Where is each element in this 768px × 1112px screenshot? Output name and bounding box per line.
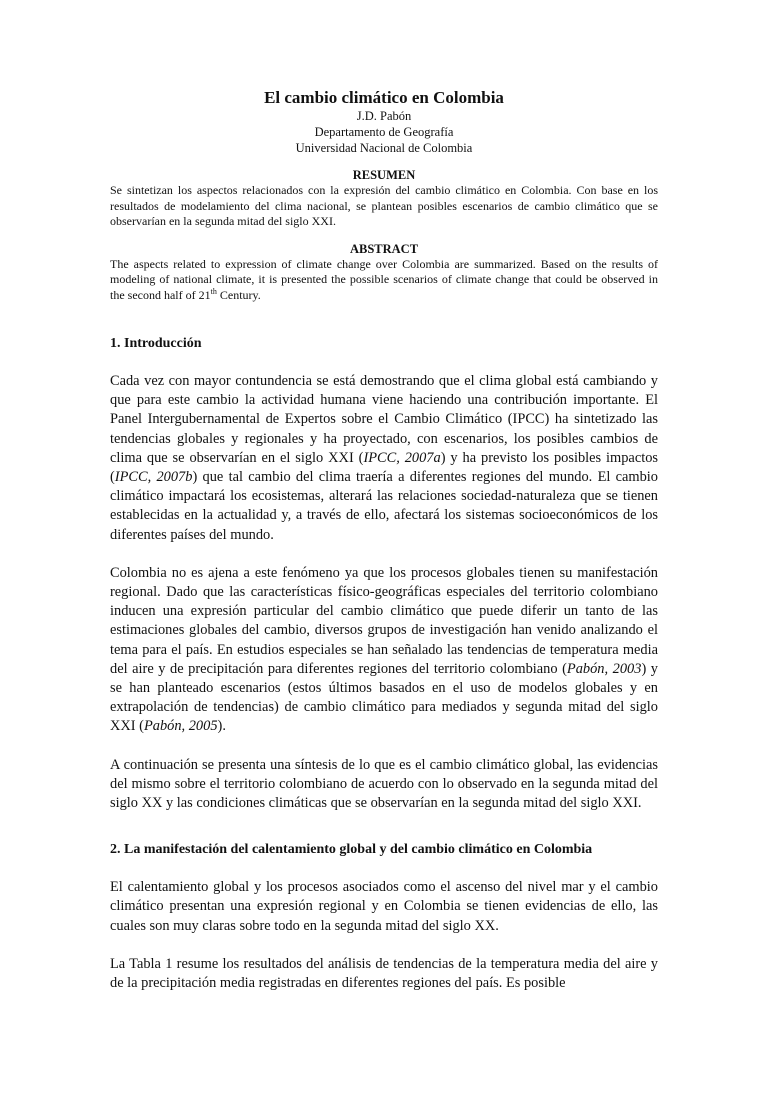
abstract-text-end: Century. (216, 287, 261, 302)
document-title: El cambio climático en Colombia (264, 88, 504, 107)
citation: Pabón, 2003 (566, 660, 642, 677)
abstract-superscript: th (210, 286, 217, 296)
abstract-heading: ABSTRACT (349, 241, 419, 256)
citation: Pabón, 2005 (143, 718, 218, 735)
section-1-paragraph-2 (110, 564, 658, 737)
document-page (0, 88, 768, 1112)
text-span: ) que tal cambio del clima traería a diferentes regiones del mundo. El cambio climático impactará los ecosistemas, alterará las relaciones sociedad-naturaleza que se tienen establecidas en la actualidad y, a través de ello, afectará los sistemas socioeconómicos de los diferentes países del mundo. (110, 469, 659, 543)
abstract-text-main: The aspects related to expression of climate change over Colombia are summarized. Based on the results of modeling of national climate, it is presented the possible scenarios of climate change that could be observed in the second half of 21 (110, 256, 658, 302)
resumen-text: Se sintetizan los aspectos relacionados con la expresión del cambio climático en Colombia. Con base en los resultados de modelamiento del clima nacional, se plantean posibles escenarios de cambio climático que se observarían en la segunda mitad del siglo XXI. (110, 183, 658, 228)
section-1-heading: 1. Introducción (110, 336, 202, 351)
text-span: ). (217, 718, 226, 735)
abstract-text (110, 257, 658, 304)
author-name: J.D. Pabón (356, 109, 412, 123)
author-university: Universidad Nacional de Colombia (295, 141, 473, 155)
text-span: Cada vez con mayor contundencia se está demostrando que el clima global está cambiando y que para este cambio la actividad humana viene haciendo una contribución importante. El Panel Intergubernamental de Expertos sobre el Cambio Climático (IPCC) ha sintetizado las tendencias globales y regionales y ha proyectado, con escenarios, los posibles cambios de clima que se observarían en el siglo XXI ( (110, 373, 658, 466)
section-1-paragraph-3: A continuación se presenta una síntesis de lo que es el cambio climático global, las evidencias del mismo sobre el territorio colombiano de acuerdo con lo observado en la segunda mitad del siglo XX y las condiciones climáticas que se observarían en la segunda mitad del siglo XXI. (110, 756, 658, 812)
citation: IPCC, 2007a (363, 449, 441, 466)
resumen-heading: RESUMEN (352, 168, 416, 182)
section-2-heading: 2. La manifestación del calentamiento global y del cambio climático en Colombia (110, 842, 593, 858)
text-span: ) y ha previsto los posibles impactos ( (110, 449, 658, 486)
citation: IPCC, 2007b (114, 469, 193, 486)
section-2-paragraph-1: El calentamiento global y los procesos asociados como el ascenso del nivel mar y el cambio climático presentan una expresión regional y en Colombia se tienen evidencias de ello, las cuales son muy claras sobre todo en la segunda mitad del siglo XX. (110, 879, 658, 934)
section-2-paragraph-2: La Tabla 1 resume los resultados del análisis de tendencias de la temperatura media del aire y de la precipitación media registradas en diferentes regiones del país. Es posible (110, 955, 658, 992)
text-span: Colombia no es ajena a este fenómeno ya que los procesos globales tienen su manifestación regional. Dado que las características físico-geográficas especiales del territorio colombiano inducen una expresión particular del cambio climático que puede diferir un tanto de las estimaciones globales del cambio, diversos grupos de investigación han venido analizando el tema para el país. En estudios especiales se han señalado las tendencias de temperatura media del aire y de precipitación para diferentes regiones del territorio colombiano ( (110, 564, 658, 677)
section-1-paragraph-1 (110, 372, 658, 545)
author-department: Departamento de Geografía (314, 125, 454, 139)
text-span: ) y se han planteado escenarios (estos últimos basados en el uso de modelos globales y en extrapolación de tendencias) de cambio climático para mediados y segunda mitad del siglo XXI ( (110, 660, 658, 735)
